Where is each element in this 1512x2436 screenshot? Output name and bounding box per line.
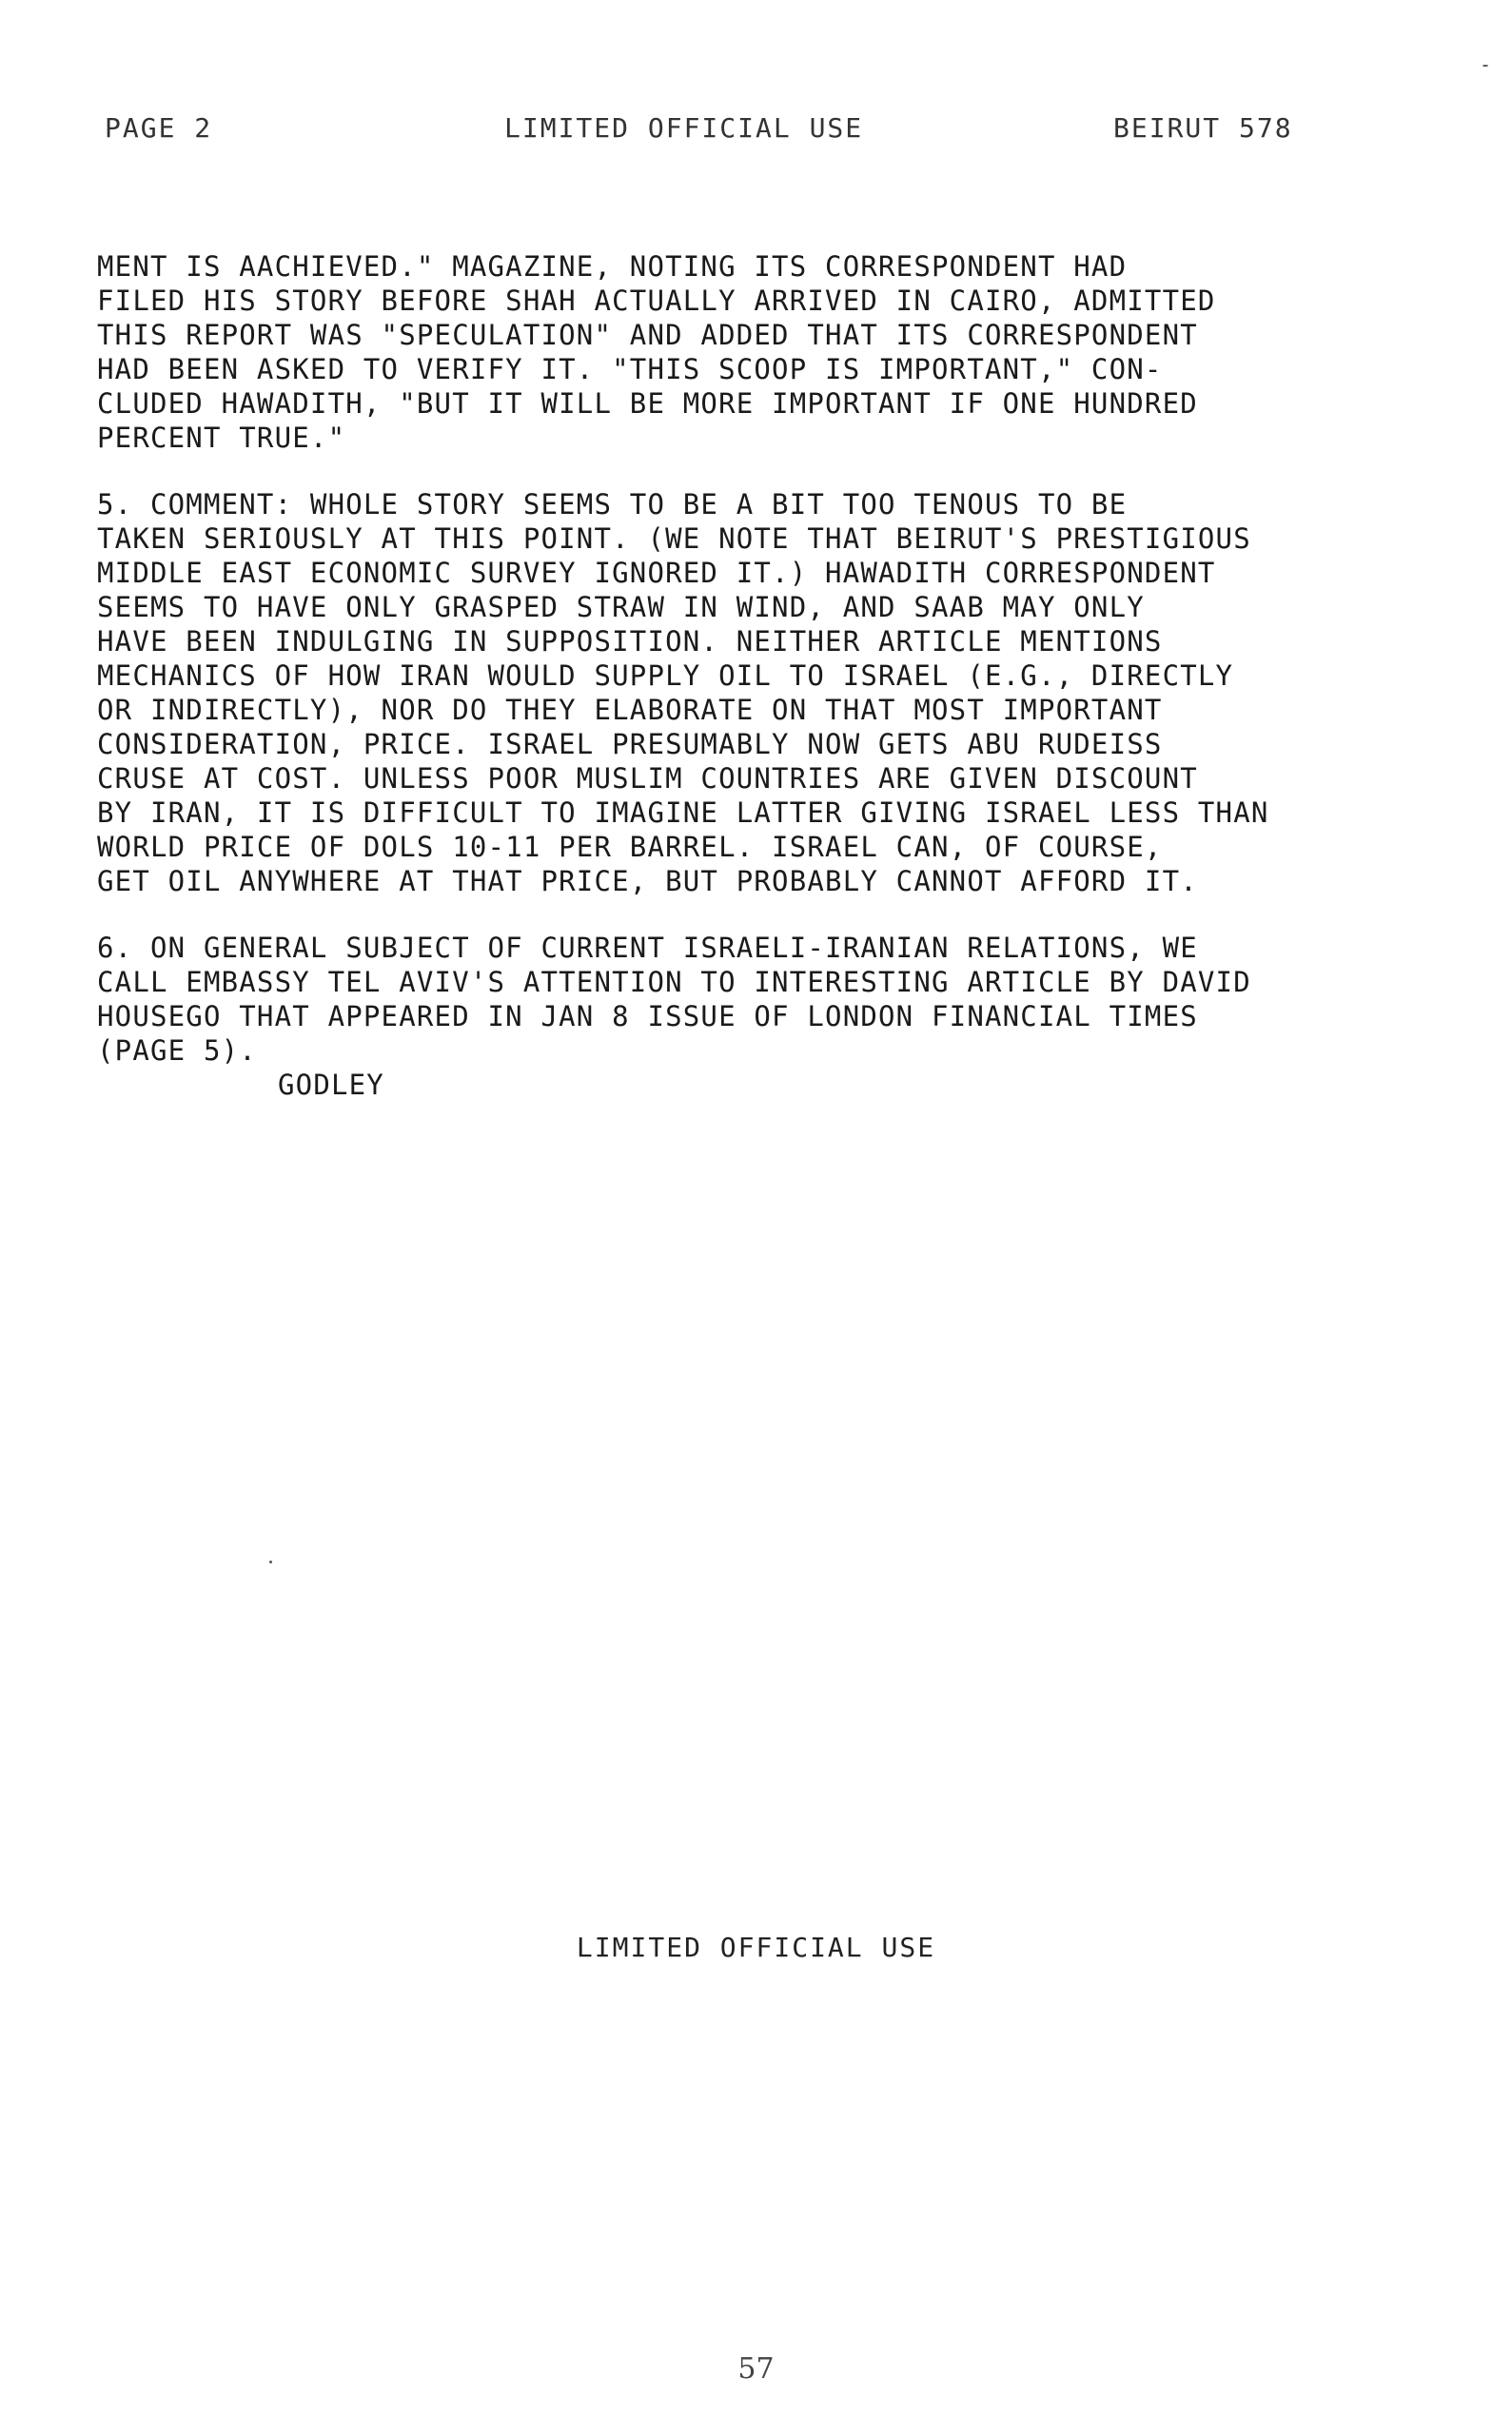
- page-footer-classification: LIMITED OFFICIAL USE: [576, 1932, 936, 1963]
- header-page-label: PAGE 2: [105, 112, 213, 144]
- text-line: MECHANICS OF HOW IRAN WOULD SUPPLY OIL TO ISRAEL (E.G., DIRECTLY: [97, 659, 1234, 692]
- text-line: OR INDIRECTLY), NOR DO THEY ELABORATE ON THAT MOST IMPORTANT: [97, 694, 1163, 726]
- text-line: SEEMS TO HAVE ONLY GRASPED STRAW IN WIND, AND SAAB MAY ONLY: [97, 591, 1145, 623]
- text-line: PERCENT TRUE.": [97, 422, 346, 454]
- text-line: GET OIL ANYWHERE AT THAT PRICE, BUT PROBABLY CANNOT AFFORD IT.: [97, 865, 1198, 897]
- page-number: 57: [737, 2352, 775, 2386]
- header-classification: LIMITED OFFICIAL USE: [504, 112, 864, 144]
- page-header: [105, 112, 1342, 150]
- cable-body: [97, 249, 1448, 1134]
- text-line: HAVE BEEN INDULGING IN SUPPOSITION. NEITHER ARTICLE MENTIONS: [97, 625, 1163, 658]
- text-line: CRUSE AT COST. UNLESS POOR MUSLIM COUNTRIES ARE GIVEN DISCOUNT: [97, 762, 1198, 795]
- signature: GODLEY: [278, 1069, 384, 1101]
- text-line: THIS REPORT WAS "SPECULATION" AND ADDED THAT ITS CORRESPONDENT: [97, 319, 1198, 351]
- text-line: CONSIDERATION, PRICE. ISRAEL PRESUMABLY NOW GETS ABU RUDEISS: [97, 728, 1163, 760]
- scan-speck: [269, 1561, 272, 1563]
- text-line: CLUDED HAWADITH, "BUT IT WILL BE MORE IMPORTANT IF ONE HUNDRED: [97, 387, 1198, 420]
- text-line: TAKEN SERIOUSLY AT THIS POINT. (WE NOTE THAT BEIRUT'S PRESTIGIOUS: [97, 522, 1251, 555]
- text-line: 5. COMMENT: WHOLE STORY SEEMS TO BE A BIT TOO TENOUS TO BE: [97, 488, 1128, 521]
- text-line: FILED HIS STORY BEFORE SHAH ACTUALLY ARRIVED IN CAIRO, ADMITTED: [97, 285, 1216, 317]
- text-line: MENT IS AACHIEVED." MAGAZINE, NOTING ITS CORRESPONDENT HAD: [97, 250, 1128, 283]
- text-line: HAD BEEN ASKED TO VERIFY IT. "THIS SCOOP IS IMPORTANT," CON-: [97, 353, 1163, 385]
- scan-speck: [1483, 65, 1488, 67]
- text-line: MIDDLE EAST ECONOMIC SURVEY IGNORED IT.) HAWADITH CORRESPONDENT: [97, 557, 1216, 589]
- text-line: HOUSEGO THAT APPEARED IN JAN 8 ISSUE OF LONDON FINANCIAL TIMES: [97, 1000, 1198, 1032]
- text-line: 6. ON GENERAL SUBJECT OF CURRENT ISRAELI-IRANIAN RELATIONS, WE: [97, 932, 1198, 964]
- text-line: (PAGE 5).: [97, 1034, 257, 1067]
- paragraph-6: [97, 931, 1448, 1102]
- text-line: BY IRAN, IT IS DIFFICULT TO IMAGINE LATTER GIVING ISRAEL LESS THAN: [97, 796, 1269, 829]
- paragraph-continuation: [97, 249, 1448, 455]
- text-line: CALL EMBASSY TEL AVIV'S ATTENTION TO INTERESTING ARTICLE BY DAVID: [97, 966, 1251, 998]
- header-cable-reference: BEIRUT 578: [1113, 112, 1293, 144]
- text-line: WORLD PRICE OF DOLS 10-11 PER BARREL. ISRAEL CAN, OF COURSE,: [97, 831, 1163, 863]
- paragraph-5-comment: [97, 487, 1448, 898]
